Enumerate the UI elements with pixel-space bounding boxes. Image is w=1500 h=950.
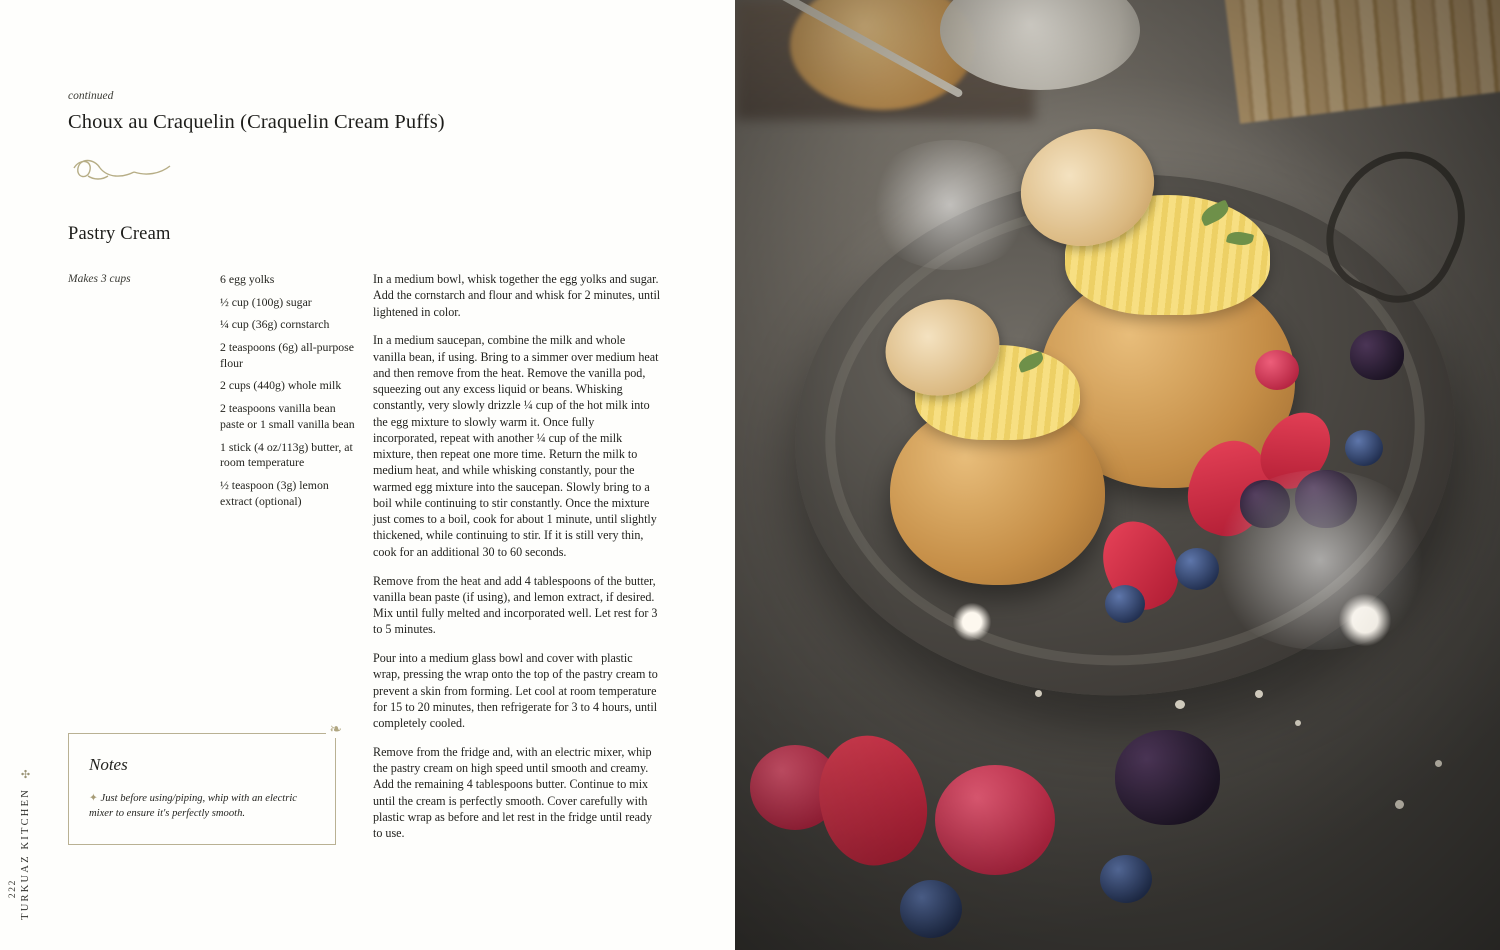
blackberry-foreground: [1115, 730, 1220, 825]
step-paragraph: Remove from the fridge and, with an electric mixer, whip the pastry cream on high speed until smooth and creamy. Add the remaining 4 tablespoons butter. Continue to mix until the cream is perfectly smooth. Cover carefully with plastic wrap as before and let rest in the fridge until ready to use.: [373, 744, 653, 841]
notes-title: Notes: [89, 755, 128, 774]
notes-bullet-icon: ✦: [89, 793, 98, 804]
crumb: [1255, 690, 1263, 698]
blueberry: [1105, 585, 1145, 623]
crumb: [1035, 690, 1042, 697]
blueberry-foreground: [1100, 855, 1152, 903]
right-photo-page: [735, 0, 1500, 950]
spine-imprint: [10, 620, 40, 920]
list-item: 1 stick (4 oz/113g) butter, at room temperature: [220, 439, 353, 470]
blackberry: [1350, 330, 1404, 380]
crumb: [1295, 720, 1301, 726]
spine-ornament-icon: ✣: [19, 767, 32, 781]
edible-flower: [950, 600, 994, 644]
step-paragraph: Remove from the heat and add 4 tablespoons of the butter, vanilla bean paste (if using), and lemon extract, if desired. Mix until fully melted and incorporated well. Let rest for 3 to 5 minutes.: [373, 573, 658, 637]
page-number: 222: [8, 878, 18, 898]
list-item: 2 teaspoons (6g) all-purpose flour: [220, 340, 354, 370]
strawberry-halved: [806, 724, 939, 876]
list-item: 2 teaspoons vanilla bean paste or 1 small vanilla bean: [220, 401, 355, 431]
notes-text: [89, 791, 321, 821]
ingredient-list: [220, 272, 355, 516]
recipe-yield: Makes 3 cups: [68, 273, 131, 285]
powdered-sugar: [1205, 470, 1435, 650]
powdered-sugar: [865, 140, 1035, 270]
continued-label: continued: [68, 90, 114, 102]
strawberry-foreground: [935, 765, 1055, 875]
flourish-ornament-icon: [68, 150, 178, 190]
wooden-slats: [1222, 0, 1500, 124]
list-item: 6 egg yolks: [220, 272, 275, 286]
left-text-page: [0, 0, 735, 950]
crumb: [1395, 800, 1404, 809]
list-item: 2 cups (440g) whole milk: [220, 378, 342, 393]
notes-ornament-icon: ❧: [326, 720, 345, 738]
list-item: ½ cup (100g) sugar: [220, 294, 312, 309]
list-item: ½ teaspoon (3g) lemon extract (optional): [220, 477, 329, 508]
raspberry: [1255, 350, 1299, 390]
recipe-title: Choux au Craquelin (Craquelin Cream Puffs): [68, 111, 445, 133]
crumb: [1175, 700, 1185, 709]
blueberry-foreground: [900, 880, 962, 938]
notes-text-content: Just before using/piping, whip with an electric mixer to ensure it's perfectly smooth.: [89, 793, 298, 820]
crumb: [1435, 760, 1442, 767]
step-paragraph: In a medium saucepan, combine the milk and whole vanilla bean, if using. Bring to a simmer over medium heat and then remove from the heat. Remove the vanilla pod, squeezing out any excess liquid or beans. Whisking constantly, very slowly drizzle ¼ cup of the hot milk into the egg mixture to slowly warm it. Once fully incorporated, repeat with another ¼ cup of the milk mixture, then repeat one more time. Return the milk to medium heat, and while whisking constantly, pour the warmed egg mixture into the saucepan. Slowly bring to a boil while continuing to stir constantly. Once the mixture just comes to a boil, cook for about 1 minute, until slightly thickened, while continuing to stir. If it is still very thin, cook for an additional 30 to 60 seconds.: [373, 333, 659, 559]
step-paragraph: Pour into a medium glass bowl and cover with plastic wrap, pressing the wrap onto the top of the pastry cream to prevent a skin from forming. Let cool at room temperature for 15 to 20 minutes, then refrigerate for 3 to 4 hours, until completely cooled.: [373, 651, 658, 731]
list-item: ¼ cup (36g) cornstarch: [220, 317, 330, 332]
notes-box: [68, 720, 342, 845]
blueberry: [1345, 430, 1383, 466]
section-title: Pastry Cream: [68, 224, 171, 244]
spine-title: TURKUAZ KITCHEN: [19, 788, 31, 920]
instruction-steps: [373, 271, 661, 854]
page-content: [68, 0, 693, 950]
step-paragraph: In a medium bowl, whisk together the egg yolks and sugar. Add the cornstarch and flour and whisk for 2 minutes, until lightened in color.: [373, 272, 661, 319]
food-photograph: [735, 0, 1500, 950]
